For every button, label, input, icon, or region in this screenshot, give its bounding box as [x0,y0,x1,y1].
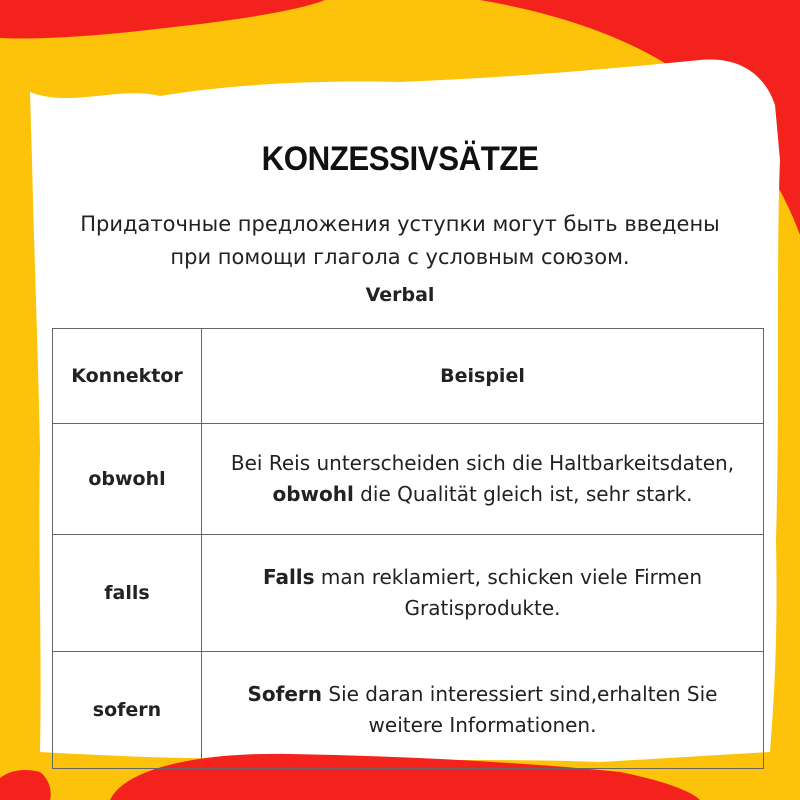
connector-cell: sofern [53,652,202,769]
table-row [53,535,764,652]
connector-cell: obwohl [53,424,202,535]
table-row [53,652,764,769]
example-cell [202,535,764,652]
example-connector-bold: obwohl [272,482,354,506]
example-connector-bold: Sofern [247,682,323,706]
example-text: die Qualität gleich ist, sehr stark. [353,482,693,506]
page-title: KONZESSIVSÄTZE [261,140,539,178]
table-header-row [53,329,764,424]
example-text: Bei Reis unterscheiden sich die Haltbarkeitsdaten, [230,451,735,475]
example-cell [202,424,764,535]
header-example: Beispiel [202,329,764,424]
example-connector-bold: Falls [262,565,315,589]
table-row [53,424,764,535]
example-text: Sie daran interessiert sind,erhalten Sie weitere Informationen. [322,682,718,737]
connector-table [52,328,764,769]
example-text: man reklamiert, schicken viele Firmen Gratisprodukte. [314,565,703,620]
section-subheading: Verbal [365,284,435,306]
connector-cell: falls [53,535,202,652]
example-cell [202,652,764,769]
intro-text: Придаточные предложения уступки могут быть введены при помощи глагола с условным союзом. [80,212,720,269]
connector-table-container [52,328,764,736]
header-connector: Konnektor [53,329,202,424]
